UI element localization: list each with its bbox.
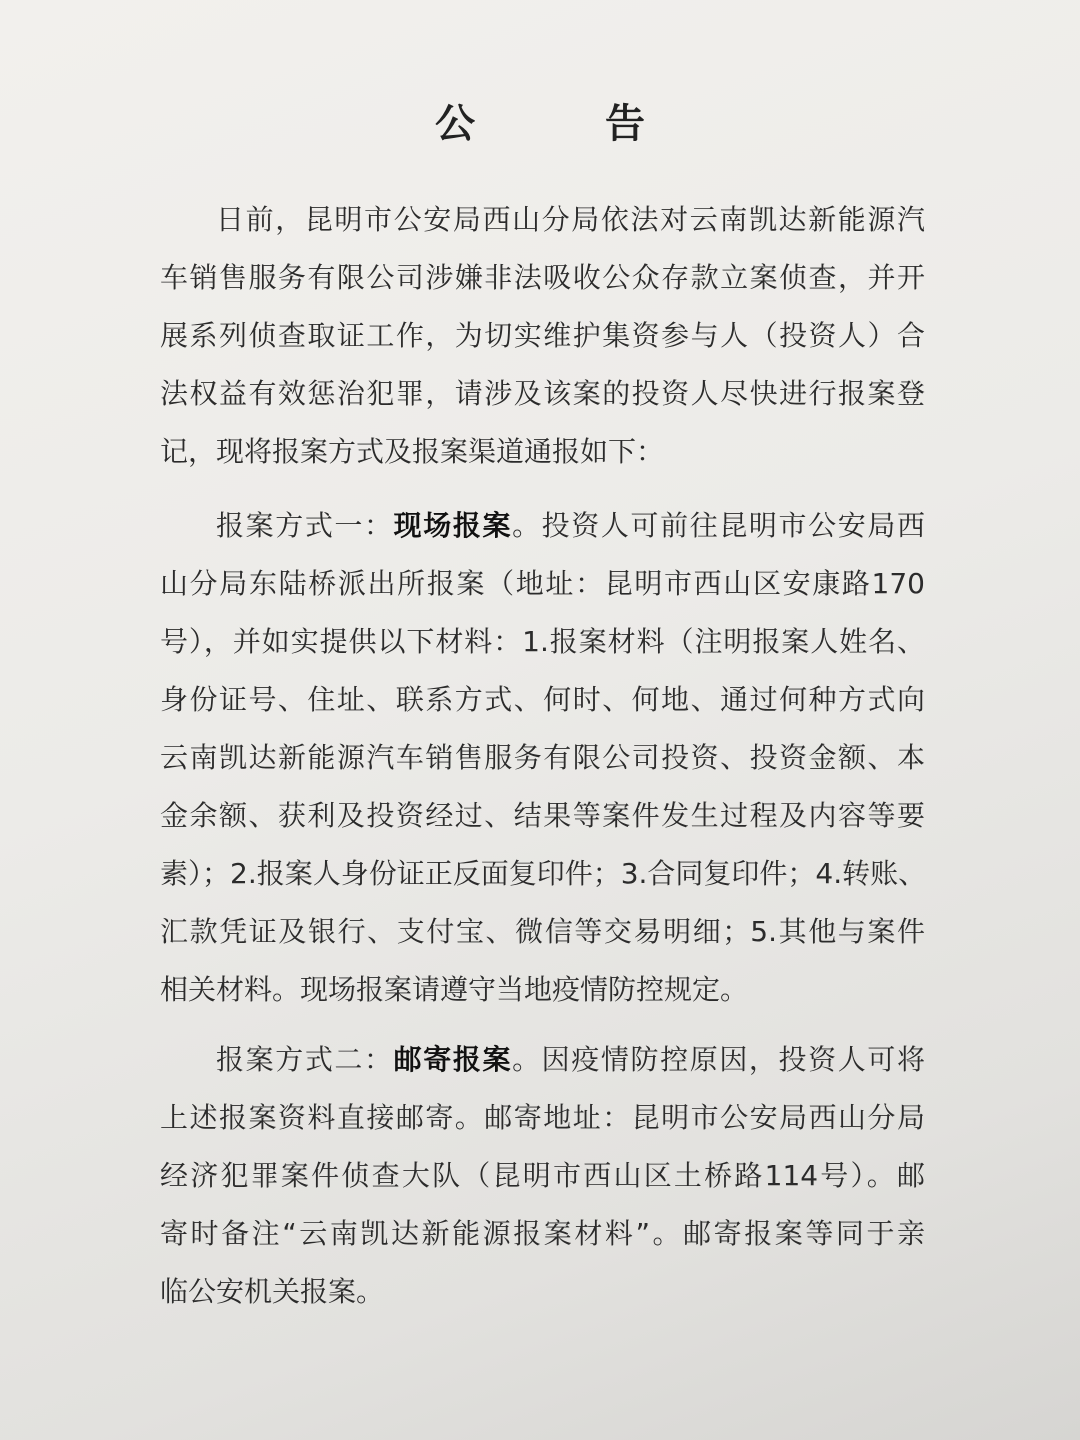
paragraph-method-mail [160, 1031, 925, 1321]
text-segment: 素）；2.报案人身份证正反面复印件；3.合同复印件；4.转账、 [160, 857, 927, 890]
text-line [160, 1031, 925, 1089]
text-segment: 身份证号、住址、联系方式、何时、何地、通过何种方式向 [160, 683, 925, 716]
text-segment: 号），并如实提供以下材料：1.报案材料（注明报案人姓名、 [160, 625, 925, 658]
text-segment: 临公安机关报案。 [160, 1275, 385, 1308]
text-line [160, 845, 925, 903]
text-line [160, 249, 925, 307]
paragraph-intro [160, 191, 925, 481]
text-segment: 金余额、获利及投资经过、结果等案件发生过程及内容等要 [160, 799, 925, 832]
text-segment: 车销售服务有限公司涉嫌非法吸收公众存款立案侦查，并开 [160, 261, 925, 294]
notice-title: 公 告 [435, 100, 703, 147]
text-segment: 展系列侦查取证工作，为切实维护集资参与人（投资人）合 [160, 319, 925, 352]
text-line [160, 307, 925, 365]
text-line [160, 961, 925, 1019]
text-line [160, 497, 925, 555]
bold-text: 现场报案 [393, 509, 513, 542]
bold-text: 邮寄报案 [393, 1043, 513, 1076]
text-line [160, 729, 925, 787]
text-segment: 。投资人可前往昆明市公安局西 [512, 509, 925, 542]
text-segment: 。因疫情防控原因，投资人可将 [512, 1043, 925, 1076]
text-segment: 经济犯罪案件侦查大队（昆明市西山区土桥路114号）。邮 [160, 1159, 925, 1192]
text-line [160, 671, 925, 729]
text-segment: 相关材料。现场报案请遵守当地疫情防控规定。 [160, 973, 749, 1006]
text-line [160, 1089, 925, 1147]
text-segment: 日前，昆明市公安局西山分局依法对云南凯达新能源汽 [216, 203, 925, 236]
text-segment: 记，现将报案方式及报案渠道通报如下： [160, 435, 665, 468]
text-line [160, 365, 925, 423]
text-segment: 山分局东陆桥派出所报案（地址：昆明市西山区安康路170 [160, 567, 925, 600]
text-segment: 报案方式一： [216, 509, 394, 542]
text-segment: 汇款凭证及银行、支付宝、微信等交易明细；5.其他与案件 [160, 915, 925, 948]
paragraph-method-onsite [160, 497, 925, 1019]
text-line [160, 423, 925, 481]
text-line [160, 555, 925, 613]
text-line [160, 903, 925, 961]
text-line [160, 613, 925, 671]
text-line [160, 191, 925, 249]
text-segment: 云南凯达新能源汽车销售服务有限公司投资、投资金额、本 [160, 741, 925, 774]
text-segment: 报案方式二： [216, 1043, 394, 1076]
text-segment: 寄时备注“云南凯达新能源报案材料”。邮寄报案等同于亲 [160, 1217, 925, 1250]
text-segment: 上述报案资料直接邮寄。邮寄地址：昆明市公安局西山分局 [160, 1101, 925, 1134]
text-line [160, 1147, 925, 1205]
text-line [160, 787, 925, 845]
text-segment: 法权益有效惩治犯罪，请涉及该案的投资人尽快进行报案登 [160, 377, 925, 410]
text-line [160, 1263, 925, 1321]
text-line [160, 1205, 925, 1263]
